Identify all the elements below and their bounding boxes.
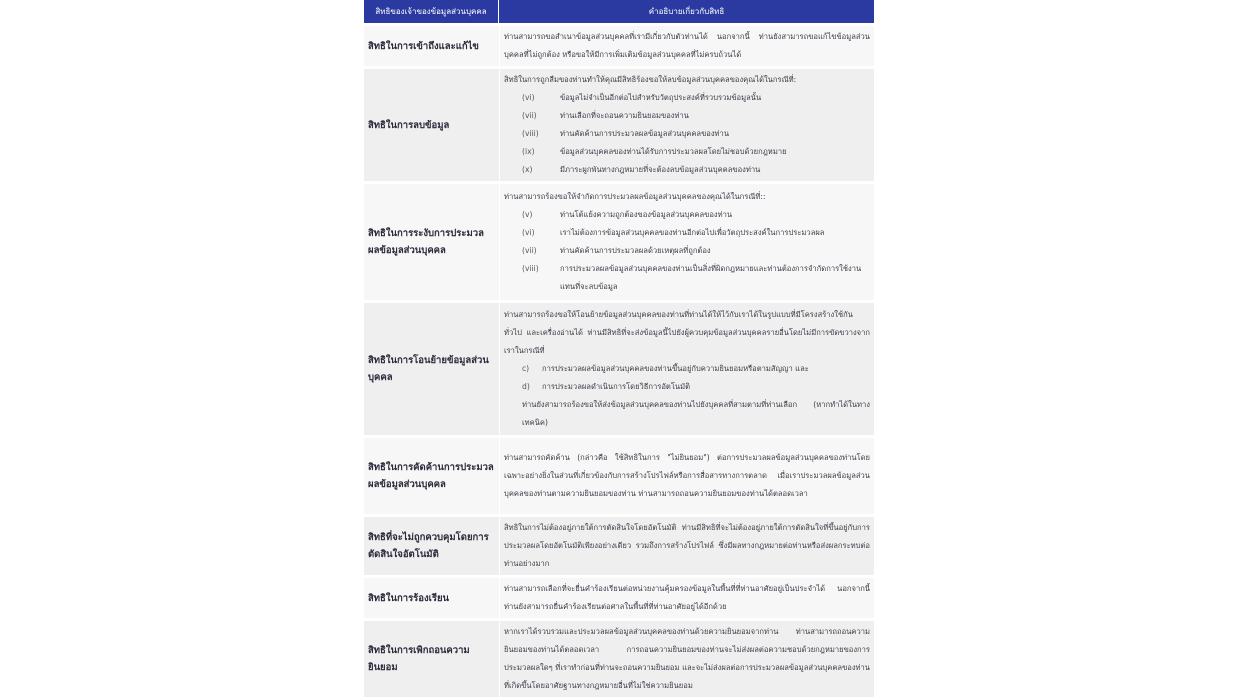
right-description (499, 438, 874, 514)
list-item (504, 161, 870, 179)
right-description (499, 26, 874, 66)
list-item (504, 378, 870, 396)
list-item (504, 206, 870, 224)
right-description (499, 517, 874, 575)
list-text: การประมวลผลข้อมูลส่วนบุคคลของท่านเป็นสิ่งที่ผิดกฎหมายและท่านต้องการจำกัดการใช้งานแทนที่จะลบข้อมูล (560, 264, 862, 291)
right-name: สิทธิที่จะไม่ถูกควบคุมโดยการตัดสินใจอัตโนมัติ (364, 517, 499, 575)
table-row (364, 621, 874, 697)
list-text: ท่านคัดค้านการประมวลผลข้อมูลส่วนบุคคลของท่าน (560, 129, 730, 138)
table-row (364, 303, 874, 435)
list-number: c) (522, 364, 530, 373)
list-number: (vii) (522, 111, 537, 120)
table-row (364, 438, 874, 514)
list-text: มีภาระผูกพันทางกฎหมายที่จะต้องลบข้อมูลส่วนบุคคลของท่าน (560, 165, 761, 174)
list-number: (viii) (522, 129, 539, 138)
list-item (504, 360, 870, 378)
list-number: d) (522, 382, 530, 391)
list-number: (viii) (522, 264, 539, 273)
right-description (499, 184, 874, 300)
table-row (364, 69, 874, 181)
list-item (504, 260, 870, 296)
list-item (504, 143, 870, 161)
list-number: (ix) (522, 147, 535, 156)
table-row (364, 184, 874, 300)
list-number: (vi) (522, 228, 535, 237)
list-number: (v) (522, 210, 533, 219)
table-row (364, 578, 874, 618)
description-paragraph: หากเราได้รวบรวมและประมวลผลข้อมูลส่วนบุคคลของท่านด้วยความยินยอมจากท่าน ท่านสามารถถอนความยินยอมของท่านได้ตลอดเวลา การถอนความยินยอมของท่านจะไม่ส่งผลต่อความชอบด้วยกฎหมายของการประมวลผลใดๆ ที่เราทำก่อนที่ท่านจะถอนความยินยอม และจะไม่ส่งผลต่อการประมวลผลข้อมูลส่วนบุคคลของท่านที่เกิดขึ้นโดยอาศัยฐานทางกฎหมายอื่นที่ไม่ใช่ความยินยอม (504, 627, 870, 690)
list-text: ท่านเลือกที่จะถอนความยินยอมของท่าน (560, 111, 689, 120)
list-text: ท่านโต้แย้งความถูกต้องของข้อมูลส่วนบุคคลของท่าน (560, 210, 733, 219)
right-name: สิทธิในการระงับการประมวลผลข้อมูลส่วนบุคคล (364, 184, 499, 300)
list-item (504, 89, 870, 107)
list-number: (vi) (522, 93, 535, 102)
right-description (499, 621, 874, 697)
description-intro: ท่านสามารถร้องขอให้โอนย้ายข้อมูลส่วนบุคคลของท่านที่ท่านได้ให้ไว้กับเราได้ในรูปแบบที่มีโครงสร้างใช้กันทั่วไป และเครื่องอ่านได้ ท่านมีสิทธิที่จะส่งข้อมูลนี้ไปยังผู้ควบคุมข้อมูลส่วนบุคคลรายอื่นโดยไม่มีการขัดขวางจากเราในกรณีที่ (504, 310, 870, 355)
rights-table (364, 0, 874, 700)
right-description (499, 69, 874, 181)
list-item (504, 242, 870, 260)
list-item (504, 224, 870, 242)
table-header-row (364, 0, 874, 23)
description-paragraph: สิทธิในการไม่ต้องอยู่ภายใต้การตัดสินใจโดยอัตโนมัติ ท่านมีสิทธิที่จะไม่ต้องอยู่ภายใต้การตัดสินใจที่ขึ้นอยู่กับการประมวลผลโดยอัตโนมัติเพียงอย่างเดียว รวมถึงการสร้างโปรไฟล์ ซึ่งมีผลทางกฎหมายต่อท่านหรือส่งผลกระทบต่อท่านอย่างมาก (504, 523, 870, 568)
description-paragraph: ท่านสามารถเลือกที่จะยื่นคำร้องเรียนต่อหน่วยงานคุ้มครองข้อมูลในพื้นที่ที่ท่านอาศัยอยู่เป็นประจำได้ นอกจากนี้ ท่านยังสามารถยื่นคำร้องเรียนต่อศาลในพื้นที่ที่ท่านอาศัยอยู่ได้อีกด้วย (504, 584, 870, 611)
list-number: (vii) (522, 246, 537, 255)
right-name: สิทธิในการร้องเรียน (364, 578, 499, 618)
table-row (364, 26, 874, 66)
list-text: เราไม่ต้องการข้อมูลส่วนบุคคลของท่านอีกต่อไปเพื่อวัตถุประสงค์ในการประมวลผล (560, 228, 825, 237)
right-name: สิทธิในการคัดค้านการประมวลผลข้อมูลส่วนบุคคล (364, 438, 499, 514)
description-paragraph: ท่านสามารถคัดค้าน (กล่าวคือ ใช้สิทธิในการ "ไม่ยินยอม") ต่อการประมวลผลข้อมูลส่วนบุคคลของท่านโดยเฉพาะอย่างยิ่งในส่วนที่เกี่ยวข้องกับการสร้างโปรไฟล์หรือการสื่อสารทางการตลาด เมื่อเราประมวลผลข้อมูลส่วนบุคคลของท่านตามความยินยอมของท่าน ท่านสามารถถอนความยินยอมของท่านได้ตลอดเวลา (504, 453, 870, 498)
right-description (499, 303, 874, 435)
list-text: การประมวลผลดำเนินการโดยวิธีการอัตโนมัติ (542, 382, 691, 391)
right-name: สิทธิในการโอนย้ายข้อมูลส่วนบุคคล (364, 303, 499, 435)
description-intro: สิทธิในการถูกลืมของท่านทำให้คุณมีสิทธิร้องขอให้ลบข้อมูลส่วนบุคคลของคุณได้ในกรณีที่: (504, 75, 797, 84)
list-text: ข้อมูลส่วนบุคคลของท่านได้รับการประมวลผลโดยไม่ชอบด้วยกฎหมาย (560, 147, 787, 156)
right-name: สิทธิในการเข้าถึงและแก้ไข (364, 26, 499, 66)
rights-document (364, 0, 874, 700)
description-outro: ท่านยังสามารถร้องขอให้ส่งข้อมูลส่วนบุคคลของท่านไปยังบุคคลที่สามตามที่ท่านเลือก (หากทำได้ในทางเทคนิค) (522, 400, 870, 427)
right-name: สิทธิในการเพิกถอนความยินยอม (364, 621, 499, 697)
list-text: ข้อมูลไม่จำเป็นอีกต่อไปสำหรับวัตถุประสงค์ที่รวบรวมข้อมูลนั้น (560, 93, 762, 102)
right-name: สิทธิในการลบข้อมูล (364, 69, 499, 181)
list-item (504, 125, 870, 143)
list-text: ท่านคัดค้านการประมวลผลด้วยเหตุผลที่ถูกต้อง (560, 246, 711, 255)
description-paragraph: ท่านสามารถขอสำเนาข้อมูลส่วนบุคคลที่เรามีเกี่ยวกับตัวท่านได้ นอกจากนี้ ท่านยังสามารถขอแก้ไขข้อมูลส่วนบุคคลที่ไม่ถูกต้อง หรือขอให้มีการเพิ่มเติมข้อมูลส่วนบุคคลที่ไม่ครบถ้วนได้ (504, 32, 870, 59)
table-row (364, 517, 874, 575)
header-rights-column: สิทธิของเจ้าของข้อมูลส่วนบุคคล (364, 0, 499, 23)
list-item (504, 107, 870, 125)
list-number: (x) (522, 165, 533, 174)
header-description-column: คำอธิบายเกี่ยวกับสิทธิ (499, 0, 874, 23)
list-text: การประมวลผลข้อมูลส่วนบุคคลของท่านขึ้นอยู่กับความยินยอมหรือตามสัญญา และ (542, 364, 809, 373)
right-description (499, 578, 874, 618)
description-intro: ท่านสามารถร้องขอให้จำกัดการประมวลผลข้อมูลส่วนบุคคลของคุณได้ในกรณีที่:: (504, 192, 766, 201)
